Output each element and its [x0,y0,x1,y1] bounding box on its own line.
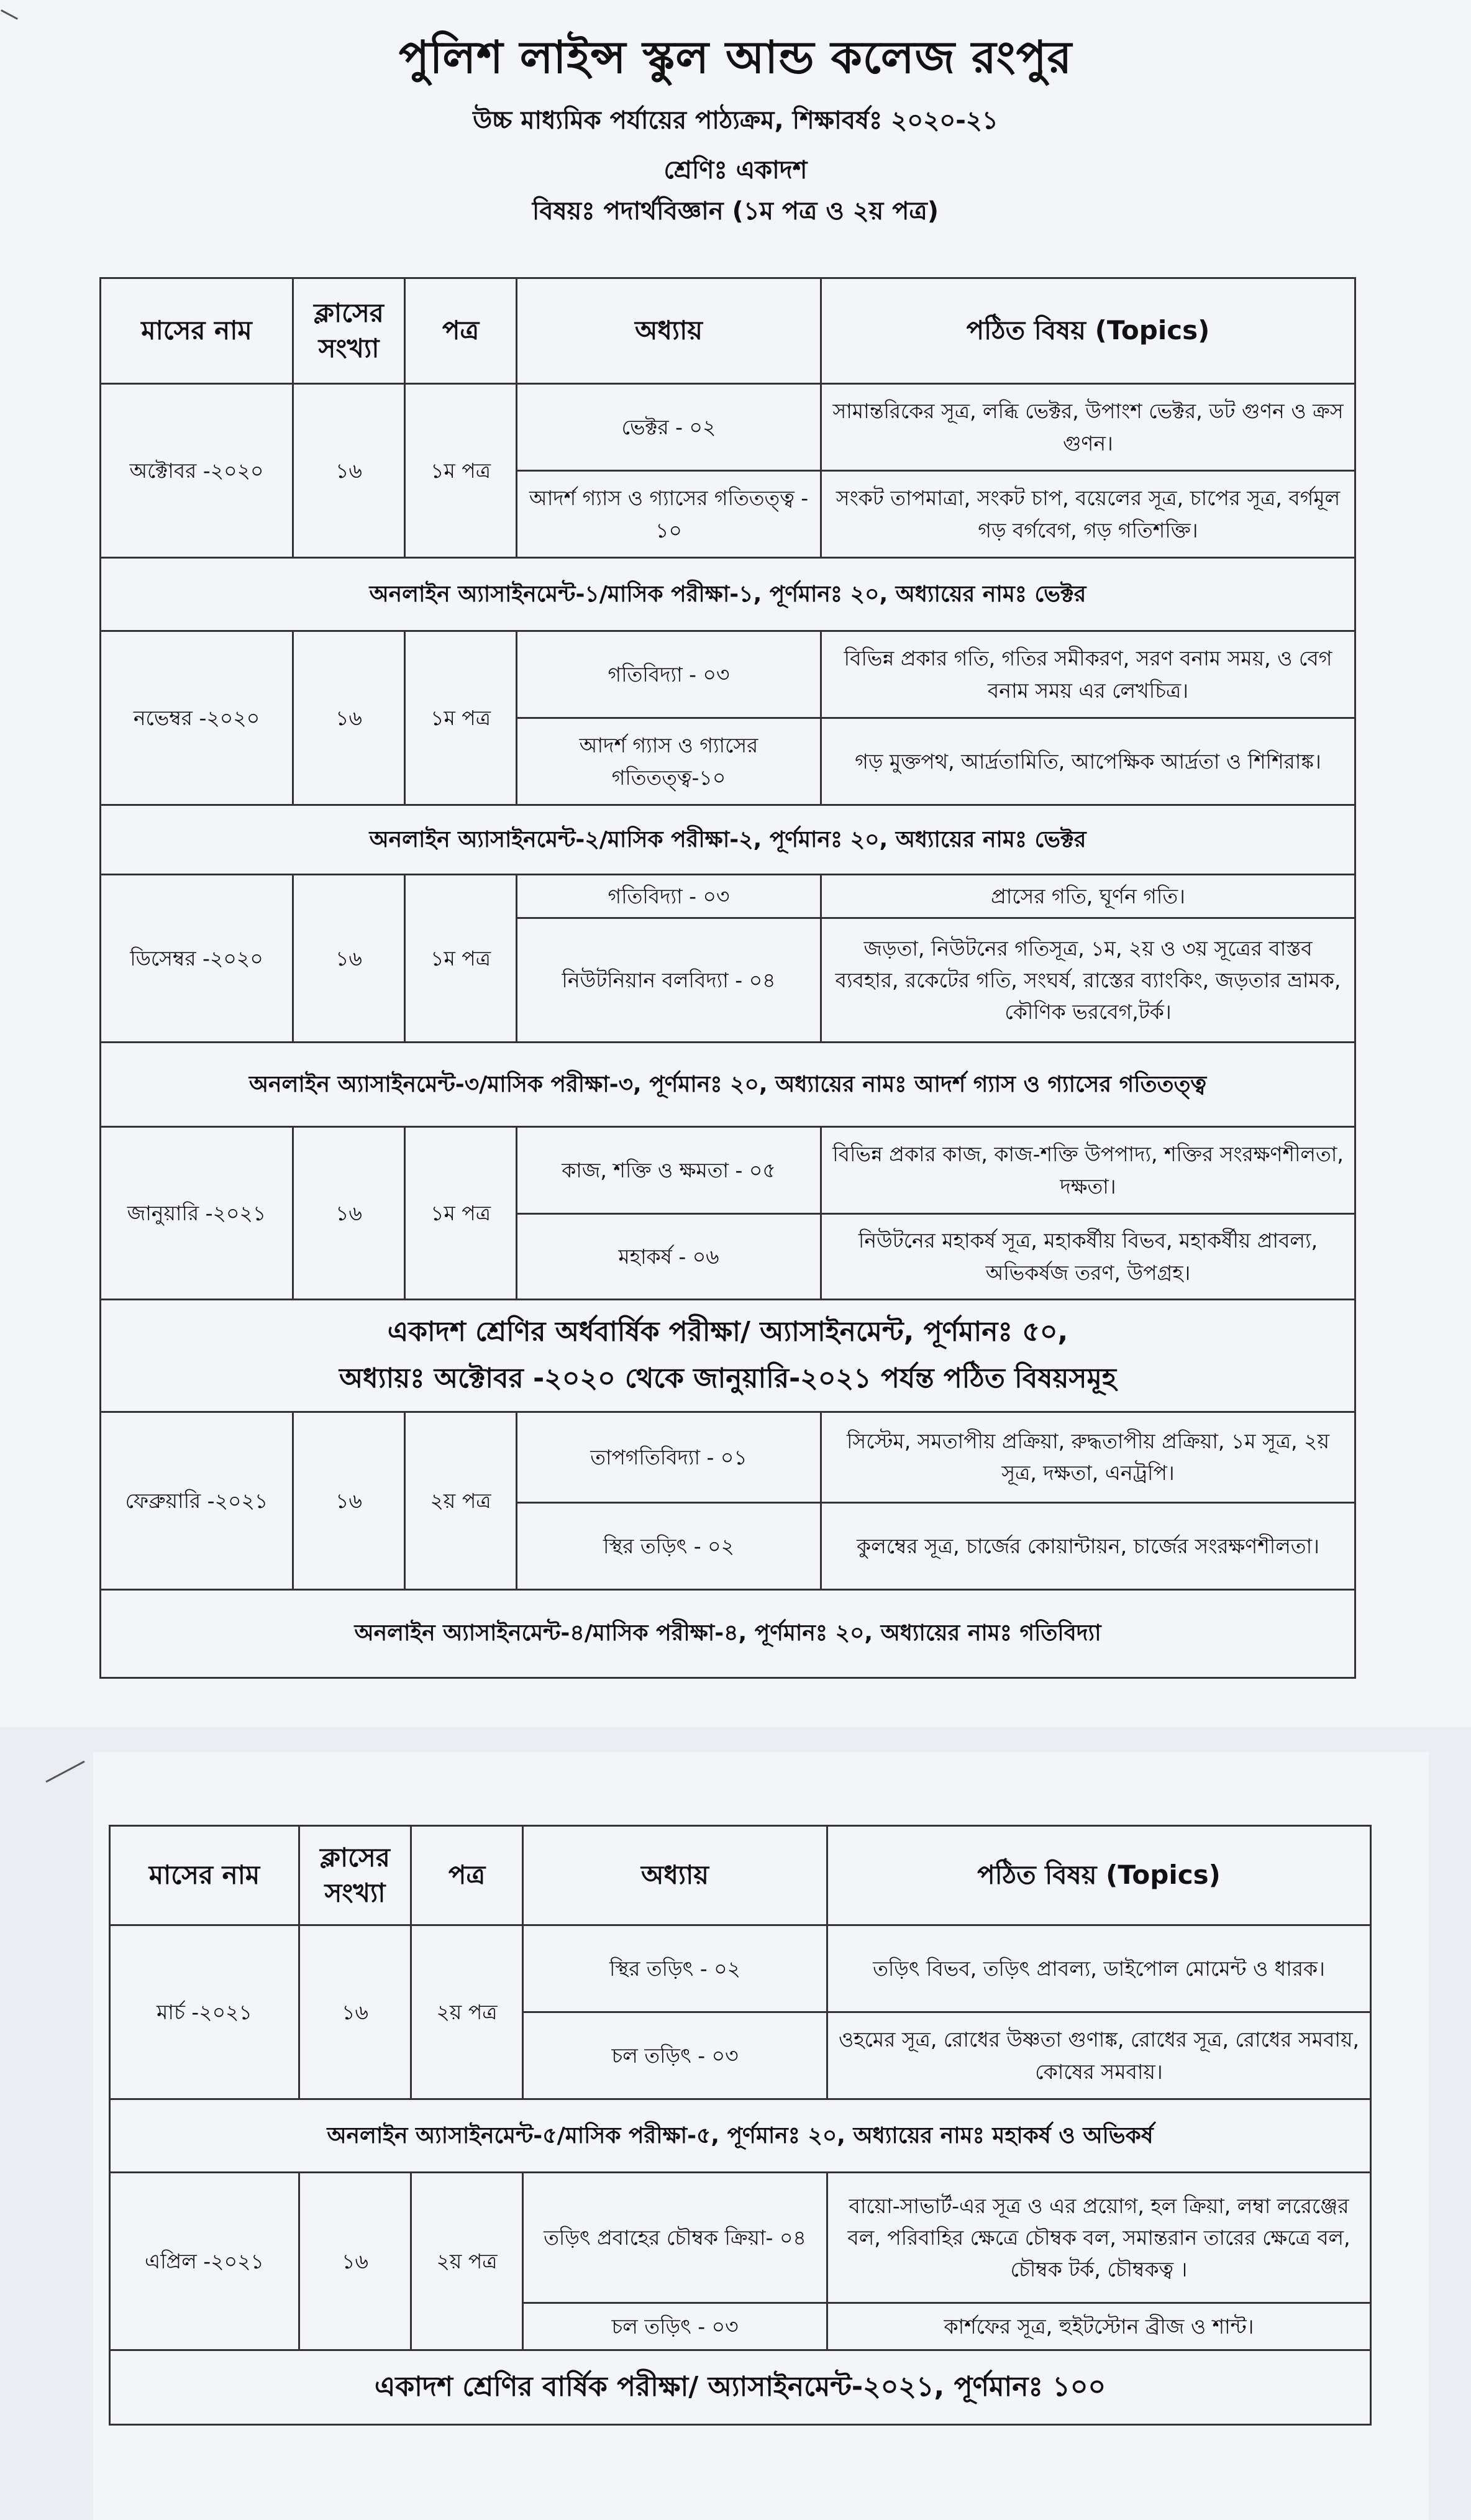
subject-label: বিষয়ঃ পদার্থবিজ্ঞান (১ম পত্র ও ২য় পত্র) [532,197,939,226]
page-crease-mark [45,1761,84,1783]
assignment-row [101,1043,1355,1127]
paper-cell: ১ম পত্র [405,1127,517,1300]
month-cell: মার্চ -২০২১ [110,1925,299,2099]
header-month: মাসের নাম [110,1826,299,1925]
header-month: মাসের নাম [101,278,293,384]
month-cell: এপ্রিল -২০২১ [110,2173,299,2350]
topics-cell: সংকট তাপমাত্রা, সংকট চাপ, বয়েলের সূত্র, চাপের সূত্র, বর্গমূল গড় বর্গবেগ, গড় গতিশক্তি। [821,471,1355,558]
assignment-row [101,1589,1355,1678]
header-classes: ক্লাসের সংখ্যা [299,1826,411,1925]
topics-cell: বায়ো-সাভার্ট-এর সূত্র ও এর প্রয়োগ, হল ক্রিয়া, লম্বা লরেঞ্জের বল, পরিবাহির ক্ষেত্রে চৌম্বক বল, সমান্তরান তারের ক্ষেত্রে বল, চৌম্বক টর্ক, চৌম্বকত্ব । [827,2173,1371,2303]
table-row [101,631,1355,718]
chapter-cell: চল তড়িৎ - ০৩ [523,2012,827,2099]
chapter-cell: স্থির তড়িৎ - ০২ [517,1502,821,1589]
assignment-note: অনলাইন অ্যাসাইনমেন্ট-১/মাসিক পরীক্ষা-১, পূর্ণমানঃ ২০, অধ্যায়ের নামঃ ভেক্টর [101,558,1355,631]
header-chapter: অধ্যায় [523,1826,827,1925]
chapter-cell: নিউটনিয়ান বলবিদ্যা - ০৪ [517,918,821,1043]
chapter-cell: তাপগতিবিদ্যা - ০১ [517,1412,821,1502]
chapter-cell: গতিবিদ্যা - ০৩ [517,875,821,918]
topics-cell: তড়িৎ বিভব, তড়িৎ প্রাবল্য, ডাইপোল মোমেন্ট ও ধারক। [827,1925,1371,2012]
paper-cell: ২য় পত্র [411,1925,523,2099]
school-title: পুলিশ লাইন্স স্কুল আন্ড কলেজ রংপুর [398,31,1073,83]
header-paper: পত্র [405,278,517,384]
assignment-row [110,2099,1371,2173]
table-row [110,1925,1371,2012]
header-paper: পত্র [411,1826,523,1925]
assignment-note: অনলাইন অ্যাসাইনমেন্ট-৩/মাসিক পরীক্ষা-৩, পূর্ণমানঃ ২০, অধ্যায়ের নামঃ আদর্শ গ্যাস ও গ্যাসের গতিতত্ত্ব [101,1043,1355,1127]
table-row [101,1127,1355,1214]
month-cell: নভেম্বর -২০২০ [101,631,293,805]
paper-cell: ২য় পত্র [411,2173,523,2350]
exam-row [101,1300,1355,1412]
chapter-cell: আদর্শ গ্যাস ও গ্যাসের গতিতত্ত্ব-১০ [517,718,821,805]
chapter-cell: আদর্শ গ্যাস ও গ্যাসের গতিতত্ত্ব - ১০ [517,471,821,558]
topics-cell: সামান্তরিকের সূত্র, লব্ধি ভেক্টর, উপাংশ ভেক্টর, ডট গুণন ও ক্রস গুণন। [821,384,1355,471]
paper-cell: ১ম পত্র [405,875,517,1043]
topics-cell: বিভিন্ন প্রকার কাজ, কাজ-শক্তি উপপাদ্য, শক্তির সংরক্ষণশীলতা, দক্ষতা। [821,1127,1355,1214]
classes-cell: ১৬ [299,1925,411,2099]
assignment-note: অনলাইন অ্যাসাইনমেন্ট-৪/মাসিক পরীক্ষা-৪, পূর্ণমানঃ ২০, অধ্যায়ের নামঃ গতিবিদ্যা [101,1589,1355,1678]
header-topics: পঠিত বিষয় (Topics) [827,1826,1371,1925]
topics-cell: বিভিন্ন প্রকার গতি, গতির সমীকরণ, সরণ বনাম সময়, ও বেগ বনাম সময় এর লেখচিত্র। [821,631,1355,718]
topics-cell: নিউটনের মহাকর্ষ সূত্র, মহাকর্ষীয় বিভব, মহাকর্ষীয় প্রাবল্য, অভিকর্ষজ তরণ, উপগ্রহ। [821,1214,1355,1300]
chapter-cell: ভেক্টর - ০২ [517,384,821,471]
topics-cell: সিস্টেম, সমতাপীয় প্রক্রিয়া, রুদ্ধতাপীয় প্রক্রিয়া, ১ম সূত্র, ২য় সূত্র, দক্ষতা, এনট্রপি। [821,1412,1355,1502]
paper-cell: ১ম পত্র [405,384,517,558]
topics-cell: জড়তা, নিউটনের গতিসূত্র, ১ম, ২য় ও ৩য় সূত্রের বাস্তব ব্যবহার, রকেটের গতি, সংঘর্ষ, রাস্তের ব্যাংকিং, জড়তার ভ্রামক, কৌণিক ভরবেগ,টর্ক। [821,918,1355,1043]
topics-cell: কার্শফের সূত্র, হুইটস্টোন ব্রীজ ও শান্ট। [827,2303,1371,2350]
page-crease-mark [1,9,18,20]
annual-exam-note: একাদশ শ্রেণির বার্ষিক পরীক্ষা/ অ্যাসাইনমেন্ট-২০২১, পূর্ণমানঃ ১০০ [110,2350,1371,2425]
chapter-cell: স্থির তড়িৎ - ০২ [523,1925,827,2012]
classes-cell: ১৬ [293,384,405,558]
month-cell: ফেব্রুয়ারি -২০২১ [101,1412,293,1589]
month-cell: ডিসেম্বর -২০২০ [101,875,293,1043]
classes-cell: ১৬ [293,1412,405,1589]
exam-row [110,2350,1371,2425]
assignment-note: অনলাইন অ্যাসাইনমেন্ট-২/মাসিক পরীক্ষা-২, পূর্ণমানঃ ২০, অধ্যায়ের নামঃ ভেক্টর [101,805,1355,875]
half-yearly-exam-line-2: অধ্যায়ঃ অক্টোবর -২০২০ থেকে জানুয়ারি-২০২১ পর্যন্ত পঠিত বিষয়সমূহ [339,1362,1117,1394]
chapter-cell: তড়িৎ প্রবাহের চৌম্বক ক্রিয়া- ০৪ [523,2173,827,2303]
syllabus-table-2 [109,1825,1372,2426]
table-header-row [110,1826,1371,1925]
syllabus-table-1 [99,277,1356,1679]
classes-cell: ১৬ [293,1127,405,1300]
classes-cell: ১৬ [299,2173,411,2350]
table-row [101,875,1355,918]
topics-cell: প্রাসের গতি, ঘূর্ণন গতি। [821,875,1355,918]
paper-cell: ১ম পত্র [405,631,517,805]
chapter-cell: মহাকর্ষ - ০৬ [517,1214,821,1300]
classes-cell: ১৬ [293,631,405,805]
classes-cell: ১৬ [293,875,405,1043]
chapter-cell: কাজ, শক্তি ও ক্ষমতা - ০৫ [517,1127,821,1214]
table-header-row [101,278,1355,384]
assignment-note: অনলাইন অ্যাসাইনমেন্ট-৫/মাসিক পরীক্ষা-৫, পূর্ণমানঃ ২০, অধ্যায়ের নামঃ মহাকর্ষ ও অভিকর্ষ [110,2099,1371,2173]
half-yearly-exam-line-1: একাদশ শ্রেণির অর্ধবার্ষিক পরীক্ষা/ অ্যাসাইনমেন্ট, পূর্ণমানঃ ৫০, [387,1316,1068,1348]
assignment-row [101,558,1355,631]
assignment-row [101,805,1355,875]
chapter-cell: গতিবিদ্যা - ০৩ [517,631,821,718]
topics-cell: ওহমের সূত্র, রোধের উষ্ণতা গুণাঙ্ক, রোধের সূত্র, রোধের সমবায়, কোষের সমবায়। [827,2012,1371,2099]
header-topics: পঠিত বিষয় (Topics) [821,278,1355,384]
topics-cell: কুলম্বের সূত্র, চার্জের কোয়ান্টায়ন, চার্জের সংরক্ষণশীলতা। [821,1502,1355,1589]
topics-cell: গড় মুক্তপথ, আর্দ্রতামিতি, আপেক্ষিক আর্দ্রতা ও শিশিরাঙ্ক। [821,718,1355,805]
half-yearly-exam-note [101,1300,1355,1412]
paper-cell: ২য় পত্র [405,1412,517,1589]
curriculum-subtitle: উচ্চ মাধ্যমিক পর্যায়ের পাঠ্যক্রম, শিক্ষাবর্ষঃ ২০২০-২১ [473,106,998,135]
class-label: শ্রেণিঃ একাদশ [663,156,808,185]
month-cell: জানুয়ারি -২০২১ [101,1127,293,1300]
table-row [101,1412,1355,1502]
table-row [110,2173,1371,2303]
table-row [101,384,1355,471]
header-chapter: অধ্যায় [517,278,821,384]
month-cell: অক্টোবর -২০২০ [101,384,293,558]
chapter-cell: চল তড়িৎ - ০৩ [523,2303,827,2350]
header-classes: ক্লাসের সংখ্যা [293,278,405,384]
